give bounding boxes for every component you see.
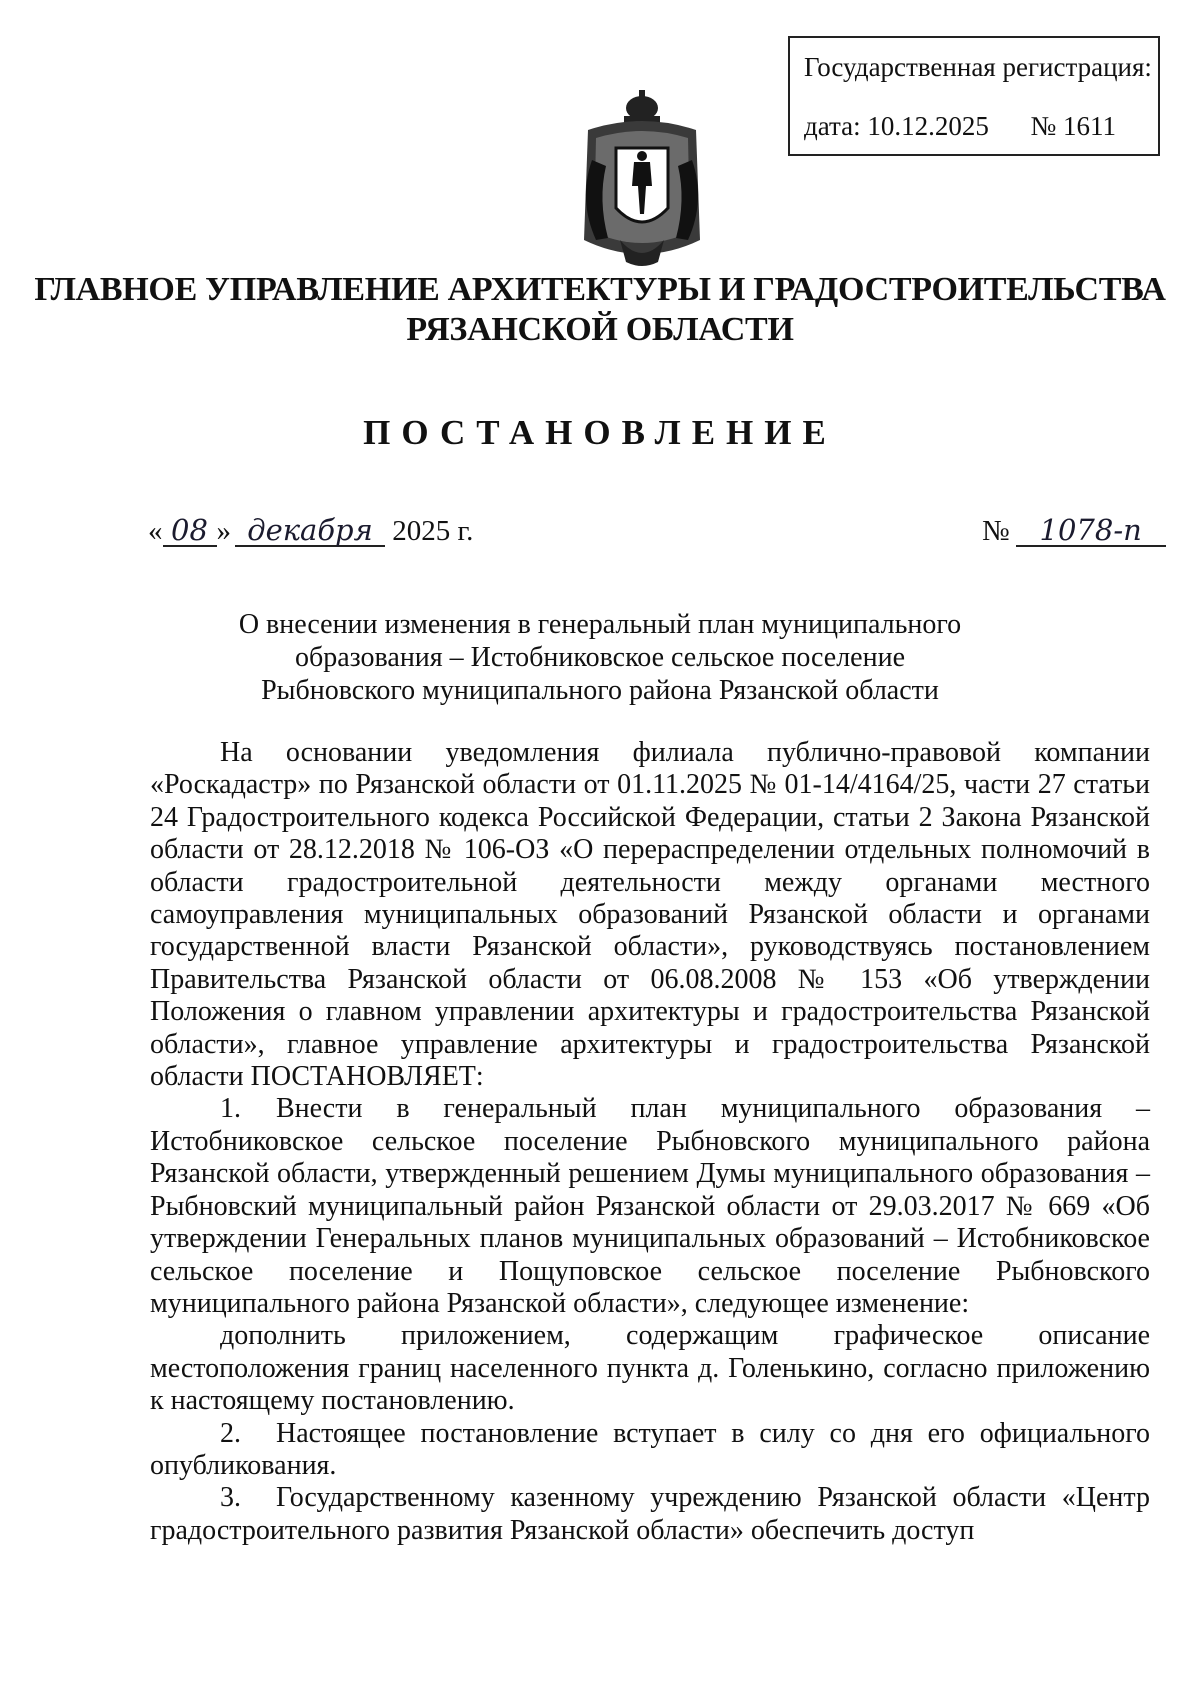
item-1: [150, 1093, 1150, 1320]
date-close-quote: »: [216, 515, 231, 547]
item-2-text: Настоящее постановление вступает в силу со дня его официального опубликования.: [150, 1417, 1150, 1481]
document-date: [148, 515, 473, 548]
item-2-number: 2.: [220, 1417, 241, 1449]
subject-line-3: Рыбновского муниципального района Рязанской области: [261, 675, 939, 706]
authority-line-1: ГЛАВНОЕ УПРАВЛЕНИЕ АРХИТЕКТУРЫ И ГРАДОСТРОИТЕЛЬСТВА: [34, 271, 1166, 308]
state-registration-stamp: [788, 36, 1160, 156]
item-1-number: 1.: [220, 1093, 241, 1125]
document-type: ПОСТАНОВЛЕНИЕ: [363, 413, 837, 452]
document-number: [982, 515, 1166, 548]
document-body: [150, 737, 1150, 1547]
registration-number: № 1611: [1030, 111, 1116, 141]
subject-line-1: О внесении изменения в генеральный план муниципального: [238, 609, 962, 640]
date-month-handwritten: декабря: [235, 516, 385, 547]
subject-line-2: образования – Истобниковское сельское поселение: [294, 642, 906, 673]
item-3-number: 3.: [220, 1482, 241, 1514]
date-open-quote: «: [148, 515, 163, 547]
registration-title: Государственная регистрация:: [804, 52, 1152, 82]
date-day-handwritten: 08: [163, 516, 217, 547]
item-3: [150, 1482, 1150, 1547]
item-2: [150, 1418, 1150, 1483]
date-year: 2025 г.: [392, 515, 474, 547]
registration-date: дата: 10.12.2025: [804, 111, 989, 141]
authority-line-2: РЯЗАНСКОЙ ОБЛАСТИ: [406, 311, 794, 348]
ryazan-coat-of-arms-icon: [572, 90, 712, 270]
preamble-paragraph: На основании уведомления филиала публично-правовой компании «Роскадастр» по Рязанской области от 01.11.2025 № 01-14/4164/25, части 27 статьи 24 Градостроительного кодекса Российской Федерации, статьи 2 Закона Рязанской области от 28.12.2018 № 106-ОЗ «О перераспределении отдельных полномочий в области градостроительной деятельности между органами местного самоуправления муниципальных образований Рязанской области и органами государственной власти Рязанской области», руководствуясь постановлением Правительства Рязанской области от 06.08.2008 № 153 «Об утверждении Положения о главном управлении архитектуры и градостроительства Рязанской области», главное управление архитектуры и градостроительства Рязанской области ПОСТАНОВЛЯЕТ:: [150, 737, 1150, 1093]
issuing-authority: [0, 270, 1200, 350]
item-3-text: Государственному казенному учреждению Рязанской области «Центр градостроительного развития Рязанской области» обеспечить доступ: [150, 1482, 1150, 1546]
number-prefix: №: [982, 515, 1010, 547]
item-1-text: Внести в генеральный план муниципального образования – Истобниковское сельское поселение Рыбновского муниципального района Рязанской области, утвержденный решением Думы муниципального образования – Рыбновский муниципальный район Рязанской области от 29.03.2017 № 669 «Об утверждении Генеральных планов муниципальных образований – Истобниковское сельское поселение и Пощуповское сельское поселение Рыбновского муниципального района Рязанской области», следующее изменение:: [150, 1093, 1150, 1319]
document-subject: [0, 608, 1200, 707]
item-1-continuation: дополнить приложением, содержащим графическое описание местоположения границ населенного пункта д. Голенькино, согласно приложению к настоящему постановлению.: [150, 1320, 1150, 1417]
number-handwritten: 1078-п: [1016, 516, 1166, 547]
